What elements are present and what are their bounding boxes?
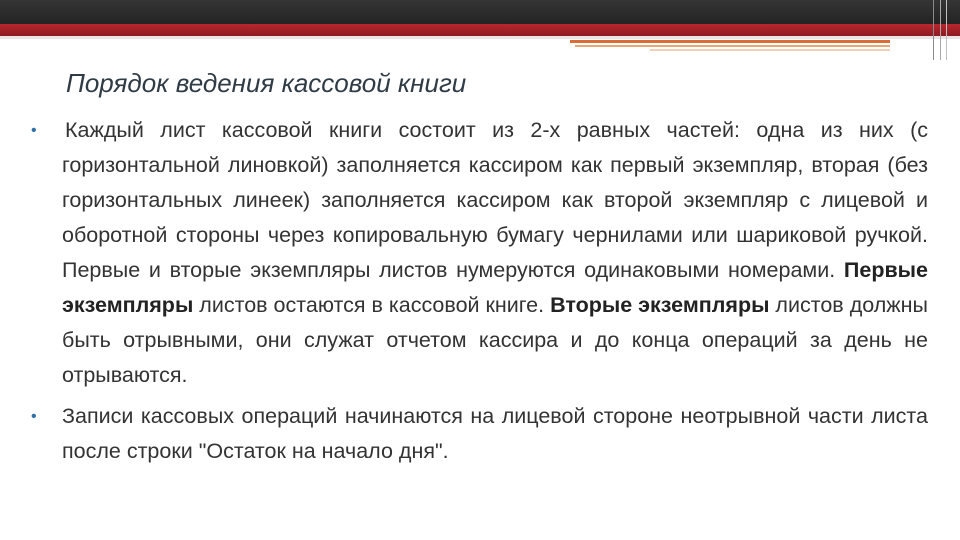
accent-line: [570, 40, 890, 43]
text-segment: Каждый лист кассовой книги состоит из 2-х равных частей: одна из них (с горизонтальной линовкой) заполняется кассиром как первый экземпляр, вторая (без горизонтальных линеек) заполняется кассиром как второй экземпляр с лицевой и оборотной стороны через копировальную бумагу чернилами или шариковой ручкой. Первые и вторые экземпляры листов нумеруются одинаковыми номерами.: [62, 118, 928, 282]
bullet-icon: •: [31, 122, 37, 139]
bullet-text: [62, 118, 928, 387]
bullet-icon: •: [31, 408, 37, 425]
decor-vertical-line: [933, 0, 934, 60]
slide-title: Порядок ведения кассовой книги: [66, 68, 467, 98]
bullet-list: [28, 113, 928, 475]
decor-vertical-line: [946, 0, 947, 60]
accent-line: [575, 45, 890, 47]
accent-line: [650, 49, 890, 51]
bullet-text: Записи кассовых операций начинаются на лицевой стороне неотрывной части листа после строки "Остаток на начало дня".: [62, 404, 928, 463]
header-red-band: [0, 24, 960, 36]
text-segment: листов остаются в кассовой книге.: [193, 293, 551, 317]
header-light-band: [0, 36, 960, 39]
bullet-item: [28, 113, 928, 393]
bold-term: Первые экземпляры: [62, 258, 928, 317]
header-dark-band: [0, 0, 960, 26]
bullet-item: [28, 399, 928, 469]
text-segment: листов должны быть отрывными, они служат отчетом кассира и до конца операций за день не отрываются.: [62, 293, 928, 387]
bold-term: Вторые экземпляры: [550, 293, 770, 317]
decor-vertical-line: [940, 0, 941, 60]
